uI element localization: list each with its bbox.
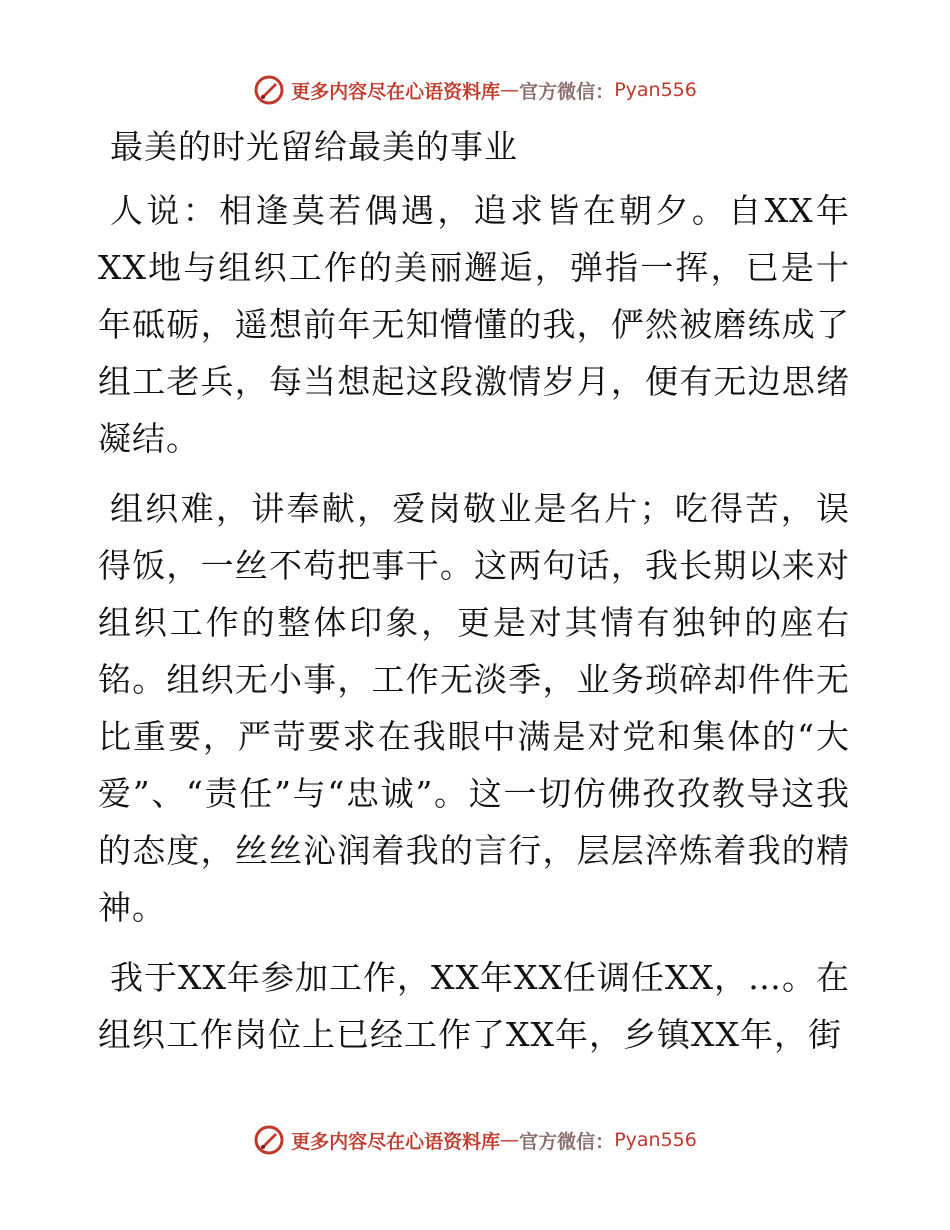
watermark-wechat-label: 官方微信： [519, 80, 615, 103]
paragraph: 我于XX年参加工作，XX年XX任调任XX，…。在组织工作岗位上已经工作了XX年，乡镇XX年，街 [98, 958, 850, 1054]
watermark-brand: 更多内容尽在心语资料库 [291, 80, 501, 103]
paragraph: 组织难，讲奉献，爱岗敬业是名片；吃得苦，误得饭，一丝不苟把事干。这两句话，我长期以来对组织工作的整体印象，更是对其情有独钟的座右铭。组织无小事，工作无淡季，业务琐碎却件件无比重要，严苛要求在我眼中满是对党和集体的“大爱”、“责任”与“忠诚”。这一切仿佛孜孜教导这我的态度，丝丝沁润着我的言行，层层淬炼着我的精神。 [98, 489, 850, 927]
document-body [98, 120, 850, 1076]
footer-watermark [0, 1120, 950, 1160]
watermark-brand: 更多内容尽在心语资料库 [291, 1130, 501, 1153]
watermark-dash: — [500, 79, 520, 101]
quill-logo-icon [253, 74, 285, 106]
watermark-wechat-id: Pyan556 [614, 79, 697, 101]
document-title: 最美的时光留给最美的事业 [110, 127, 518, 166]
watermark-wechat-id: Pyan556 [614, 1129, 697, 1151]
watermark-wechat-label: 官方微信： [519, 1130, 615, 1153]
quill-logo-icon [253, 1124, 285, 1156]
watermark-dash: — [500, 1129, 520, 1151]
paragraph: 人说：相逢莫若偶遇，追求皆在朝夕。自XX年XX地与组织工作的美丽邂逅，弹指一挥，已是十年砥砺，遥想前年无知懵懂的我，俨然被磨练成了组工老兵，每当想起这段激情岁月，便有无边思绪凝结。 [98, 191, 850, 458]
header-watermark [0, 70, 950, 110]
